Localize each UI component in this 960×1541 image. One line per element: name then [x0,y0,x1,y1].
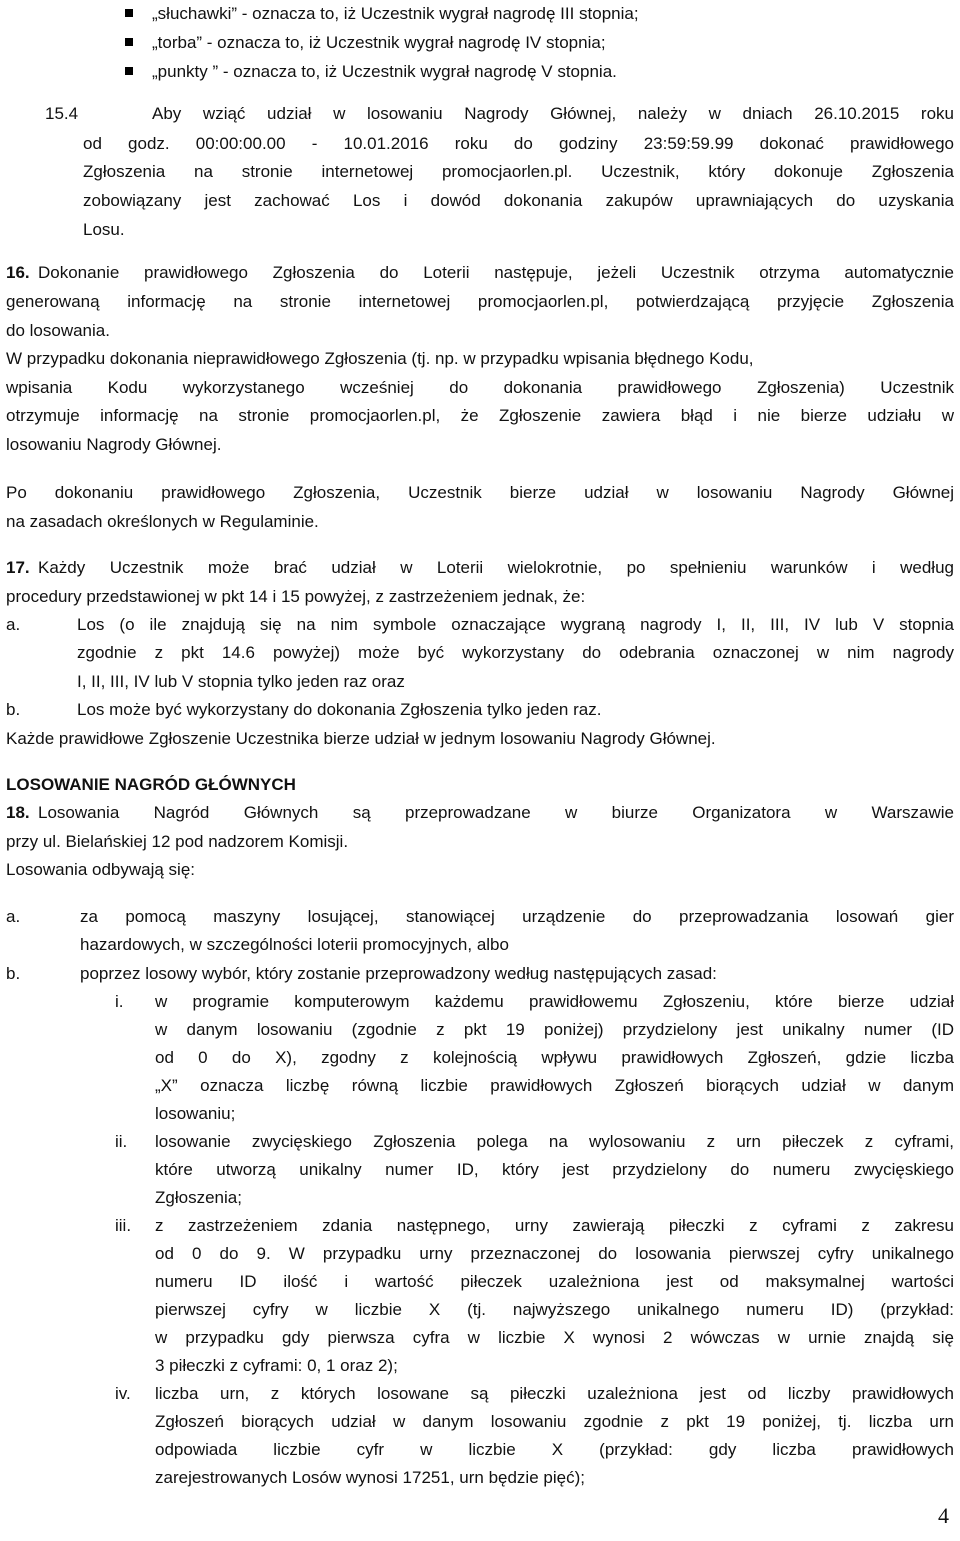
sublist-line: które utworzą unikalny numer ID, który jest przydzielony do numeru zwycięskiego [155,1160,954,1179]
section-heading: LOSOWANIE NAGRÓD GŁÓWNYCH [6,775,296,794]
paragraph-number: 15.4 [45,104,79,123]
bullet-icon [125,9,133,17]
paragraph-number: 17. [6,558,30,577]
paragraph-line: procedury przedstawionej w pkt 14 i 15 powyżej, z zastrzeżeniem jednak, że: [6,587,586,606]
paragraph-line: Zgłoszenia na stronie internetowej promocjaorlen.pl. Uczestnik, który dokonuje Zgłoszenia [83,162,954,181]
paragraph-line: Każde prawidłowe Zgłoszenie Uczestnika bierze udział w jednym losowaniu Nagrody Głównej. [6,729,716,748]
paragraph-line: Losowania Nagród Głównych są przeprowadzane w biurze Organizatora w Warszawie [38,803,954,822]
sublist-line: odpowiada liczbie cyfr w liczbie X (przykład: gdy liczba prawidłowych [155,1440,954,1459]
page-number: 4 [938,1503,949,1528]
paragraph-line: przy ul. Bielańskiej 12 pod nadzorem Komisji. [6,832,349,851]
sublist-line: zarejestrowanych Losów wynosi 17251, urn będzie pięć); [155,1468,585,1487]
paragraph-line: zobowiązany jest zachować Los i dowód dokonania zakupów uprawniających do uzyskania [83,191,954,210]
sublist-label: iv. [115,1384,131,1403]
paragraph-line: otrzymuje informację na stronie promocjaorlen.pl, że Zgłoszenie zawiera błąd i nie bierze udziału w [6,406,954,425]
sublist-line: losowanie zwycięskiego Zgłoszenia polega na wylosowaniu z urn piłeczek z cyframi, [155,1132,954,1151]
paragraph-line: W przypadku dokonania nieprawidłowego Zgłoszenia (tj. np. w przypadku wpisania błędnego Kodu, [6,349,754,368]
paragraph-line: Każdy Uczestnik może brać udział w Loterii wielokrotnie, po spełnieniu warunków i według [38,558,954,577]
paragraph-line: na zasadach określonych w Regulaminie. [6,512,319,531]
paragraph-line: od godz. 00:00:00.00 - 10.01.2016 roku do godziny 23:59:59.99 dokonać prawidłowego [83,134,954,153]
list-item-line: poprzez losowy wybór, który zostanie przeprowadzony według następujących zasad: [80,964,717,983]
sublist-line: losowaniu; [155,1104,236,1123]
bullet-text: „torba” - oznacza to, iż Uczestnik wygrał nagrodę IV stopnia; [152,33,606,52]
bullet-text: „punkty ” - oznacza to, iż Uczestnik wygrał nagrodę V stopnia. [152,62,617,81]
sublist-line: liczba urn, z których losowane są piłeczki uzależniona jest od liczby prawidłowych [155,1384,954,1403]
list-label: a. [6,615,21,634]
paragraph-line: Losowania odbywają się: [6,860,196,879]
sublist-line: z zastrzeżeniem zdania następnego, urny zawierają piłeczki z cyframi z zakresu [155,1216,954,1235]
paragraph-line: Po dokonaniu prawidłowego Zgłoszenia, Uczestnik bierze udział w losowaniu Nagrody Głównej [6,483,954,502]
paragraph-line: generowaną informację na stronie internetowej promocjaorlen.pl, potwierdzającą przyjęcie Zgłoszenia [6,292,954,311]
bullet-icon [125,38,133,46]
sublist-line: 3 piłeczki z cyframi: 0, 1 oraz 2); [155,1356,398,1375]
sublist-line: w programie komputerowym każdemu prawidłowemu Zgłoszeniu, które bierze udział [155,992,954,1011]
paragraph-line: do losowania. [6,321,110,340]
sublist-label: iii. [115,1216,132,1235]
paragraph-line: wpisania Kodu wykorzystanego wcześniej do dokonania prawidłowego Zgłoszenia) Uczestnik [6,378,954,397]
list-label: b. [6,964,21,983]
sublist-line: w przypadku gdy pierwsza cyfra w liczbie X wynosi 2 wówczas w urnie znajdą się [155,1328,954,1347]
sublist-line: w danym losowaniu (zgodnie z pkt 19 poniżej) przydzielony jest unikalny numer (ID [155,1020,954,1039]
sublist-label: ii. [115,1132,128,1151]
list-item-line: hazardowych, w szczególności loterii promocyjnych, albo [80,935,509,954]
sublist-line: od 0 do 9. W przypadku urny przeznaczonej do losowania pierwszej cyfry unikalnego [155,1244,954,1263]
paragraph-number: 16. [6,263,30,282]
sublist-line: Zgłoszeń biorących udział w danym losowaniu zgodnie z pkt 19 poniżej, tj. liczba urn [155,1412,954,1431]
paragraph-line: Dokonanie prawidłowego Zgłoszenia do Loterii następuje, jeżeli Uczestnik otrzyma automatycznie [38,263,954,282]
list-item-line: zgodnie z pkt 14.6 powyżej) może być wykorzystany do odebrania oznaczonej w nim nagrody [77,643,954,662]
paragraph-number: 18. [6,803,30,822]
sublist-label: i. [115,992,124,1011]
bullet-text: „słuchawki” - oznacza to, iż Uczestnik wygrał nagrodę III stopnia; [152,4,639,23]
sublist-line: od 0 do X), zgodny z kolejnością wpływu prawidłowych Zgłoszeń, gdzie liczba [155,1048,954,1067]
sublist-line: numeru ID ilość i wartość piłeczek uzależniona jest od maksymalnej wartości [155,1272,954,1291]
list-item-line: Los może być wykorzystany do dokonania Zgłoszenia tylko jeden raz. [77,700,602,719]
list-label: a. [6,907,21,926]
paragraph-line: Losu. [83,220,125,239]
list-item-line: za pomocą maszyny losującej, stanowiącej urządzenie do przeprowadzania losowań gier [80,907,954,926]
bullet-icon [125,67,133,75]
sublist-line: Zgłoszenia; [155,1188,242,1207]
list-item-line: Los (o ile znajdują się na nim symbole oznaczające wygraną nagrody I, II, III, IV lub V stopnia [77,615,954,634]
list-item-line: I, II, III, IV lub V stopnia tylko jeden raz oraz [77,672,405,691]
paragraph-line: losowaniu Nagrody Głównej. [6,435,222,454]
list-label: b. [6,700,21,719]
paragraph-line: Aby wziąć udział w losowaniu Nagrody Głównej, należy w dniach 26.10.2015 roku [152,104,954,123]
sublist-line: „X” oznacza liczbę równą liczbie prawidłowych Zgłoszeń biorących udział w danym [155,1076,954,1095]
sublist-line: pierwszej cyfry w liczbie X (tj. najwyższego unikalnego numeru ID) (przykład: [155,1300,954,1319]
